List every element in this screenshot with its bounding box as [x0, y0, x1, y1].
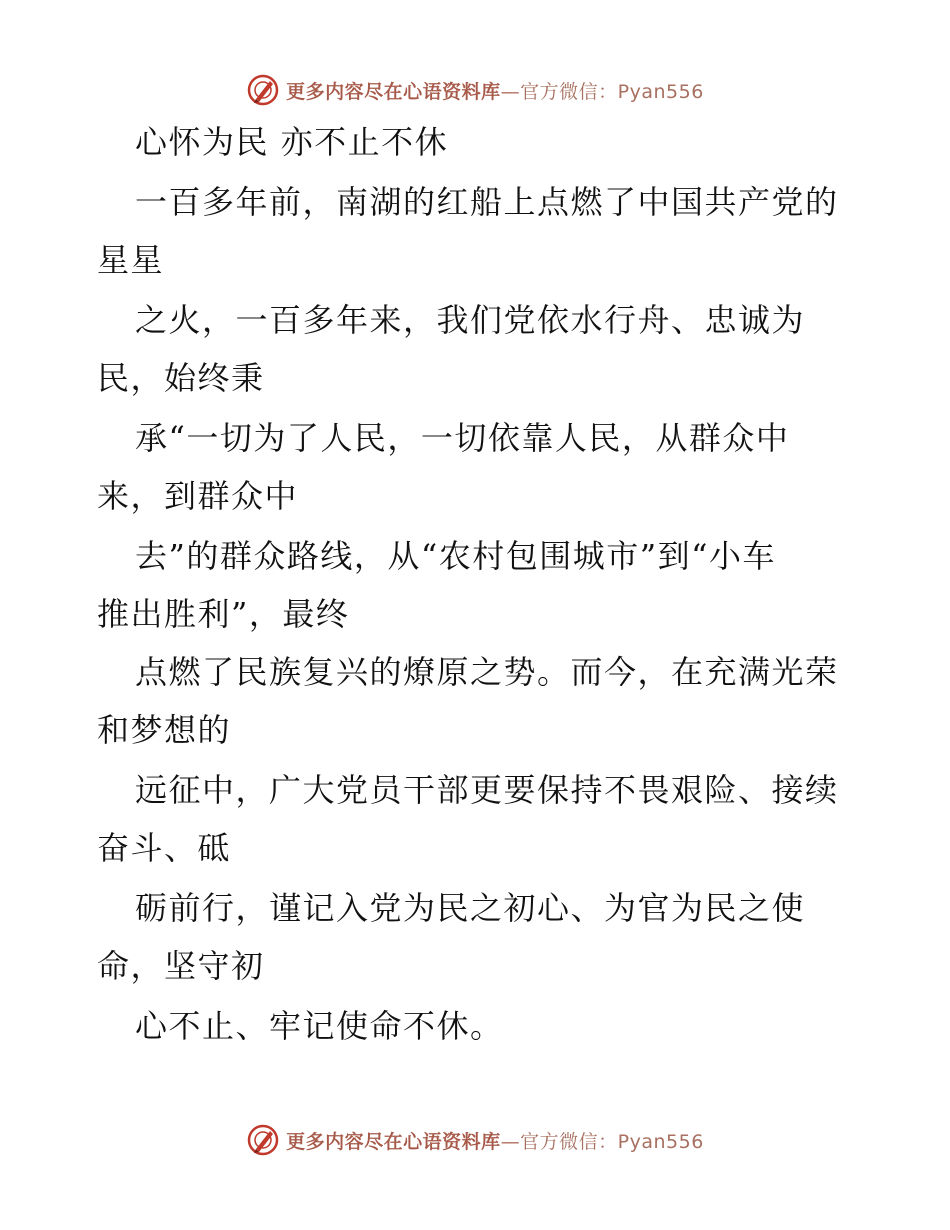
paragraph-line: 心不止、牢记使命不休。 — [135, 1007, 504, 1045]
paragraph-line: 远征中，广大党员干部更要保持不畏艰险、接续 — [135, 771, 839, 809]
header-banner — [0, 70, 950, 110]
banner-main-text: 更多内容尽在心语资料库 — [286, 80, 501, 103]
banner-wechat-text: 官方微信：Pyan556 — [520, 1130, 704, 1153]
paragraph-line: 承“一切为了人民，一切依靠人民，从群众中 — [135, 419, 790, 457]
pen-logo-icon — [246, 1123, 280, 1157]
paragraph-line: 来，到群众中 — [97, 477, 299, 515]
pen-logo-icon — [246, 73, 280, 107]
paragraph-line: 点燃了民族复兴的燎原之势。而今，在充满光荣 — [135, 653, 839, 691]
document-title: 心怀为民 亦不止不休 — [135, 123, 449, 161]
paragraph-line: 去”的群众路线，从“农村包围城市”到“小车 — [135, 537, 776, 575]
paragraph-line: 推出胜利”，最终 — [97, 595, 350, 633]
paragraph-line: 命，坚守初 — [97, 947, 265, 985]
banner-dash: — — [500, 80, 521, 103]
paragraph-line: 一百多年前，南湖的红船上点燃了中国共产党的 — [135, 183, 839, 221]
banner-main-text: 更多内容尽在心语资料库 — [286, 1130, 501, 1153]
paragraph-line: 星星 — [97, 241, 165, 279]
banner-text — [286, 1127, 704, 1154]
banner-wechat-text: 官方微信：Pyan556 — [520, 80, 704, 103]
paragraph-line: 之火，一百多年来，我们党依水行舟、忠诚为 — [135, 301, 806, 339]
banner-text — [286, 77, 704, 104]
paragraph-line: 民，始终秉 — [97, 359, 265, 397]
paragraph-line: 奋斗、砥 — [97, 829, 232, 867]
paragraph-line: 和梦想的 — [97, 711, 232, 749]
banner-dash: — — [500, 1130, 521, 1153]
footer-banner — [0, 1120, 950, 1160]
paragraph-line: 砺前行，谨记入党为民之初心、为官为民之使 — [135, 889, 806, 927]
